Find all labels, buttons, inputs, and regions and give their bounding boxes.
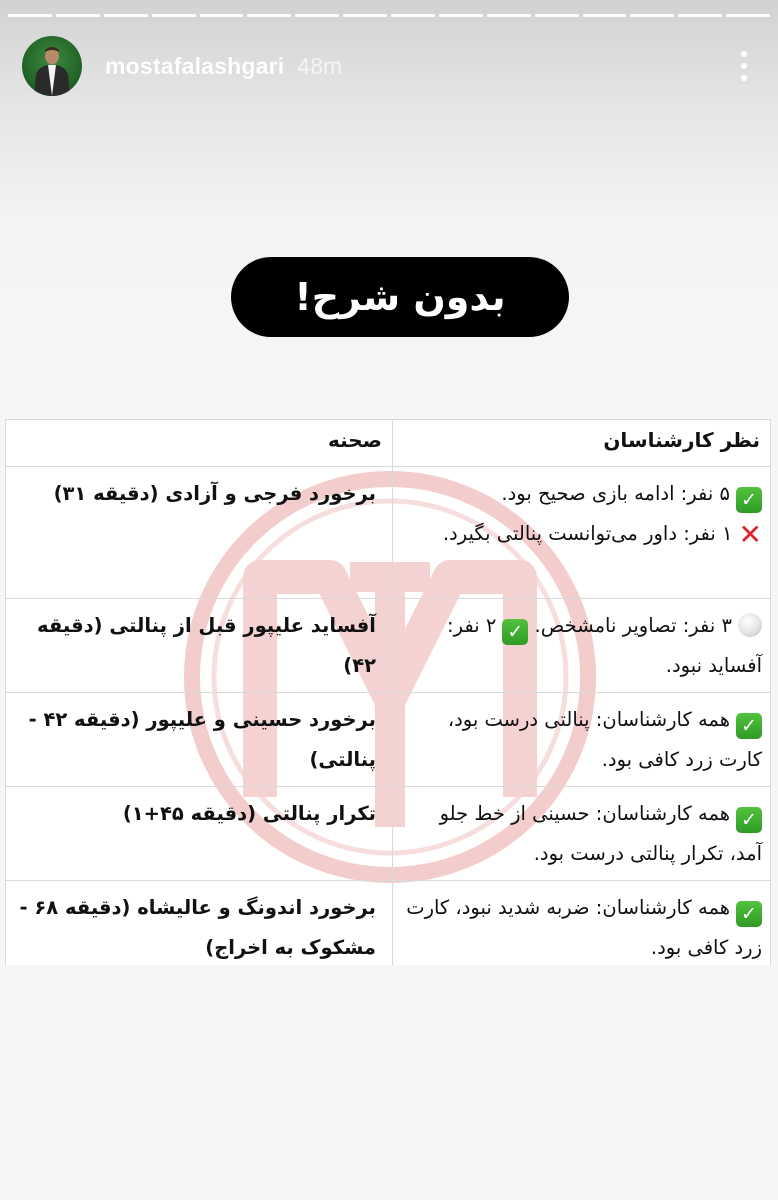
username[interactable]: mostafalashgari bbox=[105, 52, 285, 79]
scene-cell: برخورد فرجی و آزادی (دقیقه ۳۱) bbox=[6, 467, 393, 599]
progress-segment bbox=[726, 14, 770, 17]
more-vertical-icon bbox=[741, 51, 747, 57]
progress-segment bbox=[200, 14, 244, 17]
check-mark-icon: ✓ bbox=[736, 807, 762, 833]
progress-segment bbox=[343, 14, 387, 17]
progress-segment bbox=[8, 14, 52, 17]
column-header-opinion: نظر کارشناسان bbox=[393, 420, 771, 467]
check-mark-icon: ✓ bbox=[502, 619, 528, 645]
avatar[interactable] bbox=[22, 36, 82, 96]
opinion-text: همه کارشناسان: حسینی از خط جلو آمد، تکرار پنالتی درست بود. bbox=[439, 802, 762, 865]
opinion-text: ۳ نفر: تصاویر نامشخص. bbox=[534, 614, 732, 637]
cross-mark-icon: ✕ bbox=[738, 518, 762, 551]
table-row bbox=[6, 693, 771, 787]
table-row bbox=[6, 599, 771, 693]
progress-segment bbox=[104, 14, 148, 17]
progress-segment bbox=[439, 14, 483, 17]
referee-opinions-table bbox=[5, 419, 771, 965]
progress-segment bbox=[56, 14, 100, 17]
opinion-text: ۱ نفر: داور می‌توانست پنالتی بگیرد. bbox=[442, 522, 733, 545]
more-vertical-icon bbox=[741, 63, 747, 69]
progress-segment bbox=[247, 14, 291, 17]
opinion-cell bbox=[393, 693, 771, 787]
story-header bbox=[22, 36, 756, 96]
check-mark-icon: ✓ bbox=[736, 487, 762, 513]
table-row bbox=[6, 467, 771, 599]
table-row bbox=[6, 881, 771, 966]
progress-segment bbox=[295, 14, 339, 17]
opinion-cell bbox=[393, 881, 771, 966]
more-options-button[interactable] bbox=[734, 46, 754, 86]
progress-segment bbox=[487, 14, 531, 17]
progress-segment bbox=[152, 14, 196, 17]
scene-cell: برخورد حسینی و علیپور (دقیقه ۴۲ - پنالتی) bbox=[6, 693, 393, 787]
progress-segment bbox=[678, 14, 722, 17]
scene-cell: آفساید علیپور قبل از پنالتی (دقیقه ۴۲) bbox=[6, 599, 393, 693]
opinion-cell bbox=[393, 467, 771, 599]
progress-segment bbox=[583, 14, 627, 17]
opinion-cell bbox=[393, 599, 771, 693]
table-row bbox=[6, 787, 771, 881]
title-text: بدون شرح! bbox=[294, 275, 506, 319]
person-photo-icon bbox=[22, 36, 82, 96]
opinion-text: ۲ نفر: آفساید نبود. bbox=[447, 614, 762, 677]
opinion-cell bbox=[393, 787, 771, 881]
scene-cell: برخورد اندونگ و عالیشاه (دقیقه ۶۸ - مشکوک به اخراج) bbox=[6, 881, 393, 966]
opinion-text: ۵ نفر: ادامه بازی صحیح بود. bbox=[501, 482, 730, 505]
table-header-row bbox=[6, 420, 771, 467]
progress-segment bbox=[630, 14, 674, 17]
progress-segment bbox=[391, 14, 435, 17]
white-circle-icon bbox=[738, 613, 762, 637]
post-time: 48m bbox=[297, 52, 343, 79]
more-vertical-icon bbox=[741, 75, 747, 81]
opinion-text: همه کارشناسان: پنالتی درست بود، کارت زرد کافی بود. bbox=[447, 708, 762, 771]
referee-opinions-table-card bbox=[5, 419, 771, 965]
opinion-text: همه کارشناسان: ضربه شدید نبود، کارت زرد کافی بود. bbox=[406, 896, 762, 959]
column-header-scene: صحنه bbox=[6, 420, 393, 467]
check-mark-icon: ✓ bbox=[736, 901, 762, 927]
story-progress-bar bbox=[8, 14, 770, 17]
check-mark-icon: ✓ bbox=[736, 713, 762, 739]
title-pill bbox=[231, 257, 569, 337]
scene-cell: تکرار پنالتی (دقیقه ۴۵+۱) bbox=[6, 787, 393, 881]
progress-segment bbox=[535, 14, 579, 17]
